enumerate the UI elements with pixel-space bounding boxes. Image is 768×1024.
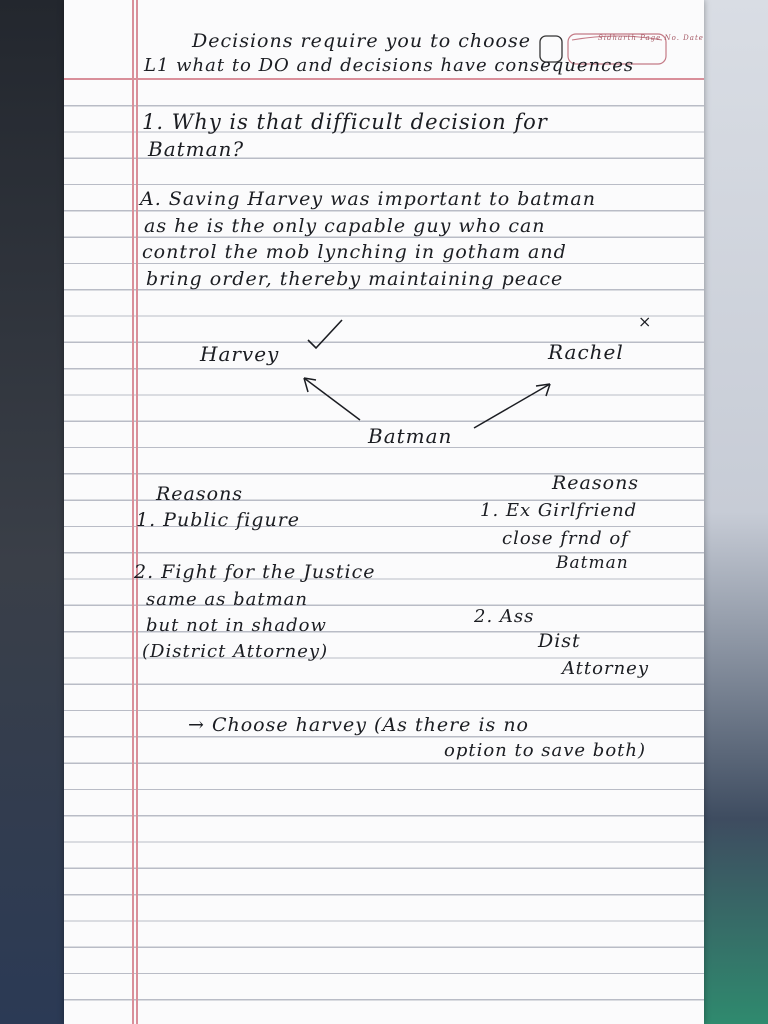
logo-text: Sidharth Page No. Date	[598, 34, 704, 42]
answer-line-1: A. Saving Harvey was important to batman	[140, 188, 596, 210]
diagram-batman: Batman	[368, 424, 453, 448]
reason-right-1: 1. Ex Girlfriend	[480, 500, 638, 521]
notebook-page	[64, 0, 704, 1024]
reason-left-2: 2. Fight for the Justice	[134, 561, 376, 583]
diagram-harvey: Harvey	[200, 342, 280, 366]
header-line-2: L1 what to DO and decisions have consequences	[144, 55, 635, 76]
reason-right-6: Attorney	[562, 658, 650, 679]
answer-line-4: bring order, thereby maintaining peace	[146, 268, 564, 290]
question-line-2: Batman?	[148, 137, 245, 161]
reason-left-4: but not in shadow	[146, 615, 327, 636]
tick-icon	[308, 320, 342, 348]
answer-line-2: as he is the only capable guy who can	[144, 215, 546, 237]
arrow-to-harvey	[304, 378, 360, 420]
background-left	[0, 0, 66, 1024]
conclusion-line-2: option to save both)	[444, 740, 647, 761]
reason-left-5: (District Attorney)	[142, 641, 329, 662]
reason-right-4: 2. Ass	[474, 606, 535, 627]
answer-line-3: control the mob lynching in gotham and	[142, 241, 567, 263]
reason-left-3: same as batman	[146, 589, 308, 610]
diagram-rachel: Rachel	[548, 340, 624, 364]
reason-right-5: Dist	[538, 630, 581, 652]
reasons-left-heading: Reasons	[156, 483, 244, 505]
conclusion-line-1: → Choose harvey (As there is no	[188, 714, 529, 736]
reason-right-2: close frnd of	[502, 528, 629, 549]
reasons-right-heading: Reasons	[552, 472, 640, 494]
question-line-1: 1. Why is that difficult decision for	[142, 110, 548, 134]
header-line-1: Decisions require you to choose	[192, 30, 531, 52]
cross-mark: ×	[638, 312, 653, 331]
background-right	[702, 0, 768, 1024]
arrow-to-rachel	[474, 384, 550, 428]
reason-right-3: Batman	[556, 553, 629, 573]
reason-left-1: 1. Public figure	[136, 509, 301, 531]
